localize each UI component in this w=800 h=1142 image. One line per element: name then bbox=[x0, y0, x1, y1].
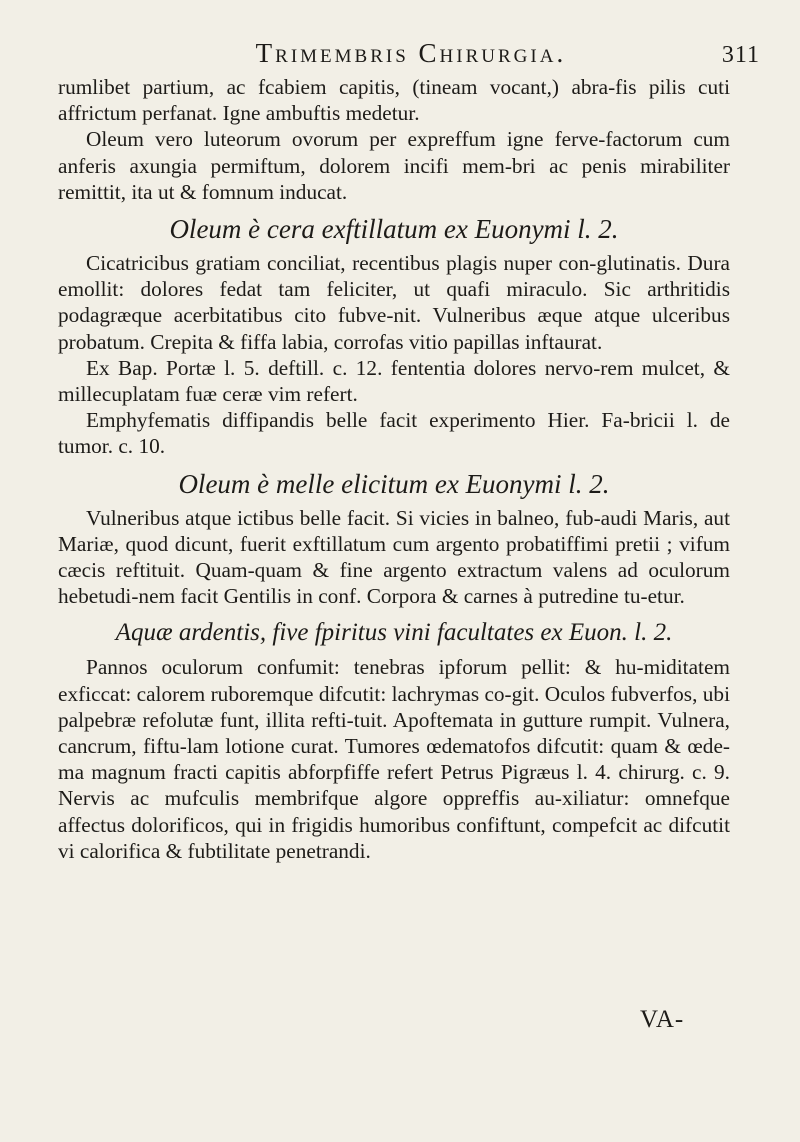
running-head bbox=[40, 38, 760, 69]
running-title: Trimembris Chirurgia. bbox=[255, 38, 567, 68]
catchword: VA- bbox=[640, 1006, 685, 1033]
paragraph: Oleum vero luteorum ovorum per expreffum igne ferve-factorum cum anferis axungia permiftum, dolorem incifi mem-bri ac penis mirabiliter remittit, ita ut & fomnum inducat. bbox=[58, 127, 730, 204]
paragraph: Emphyfematis diffipandis belle facit experimento Hier. Fa-bricii l. de tumor. c. 10. bbox=[58, 408, 730, 459]
section-heading: Oleum è melle elicitum ex Euonymi l. 2. bbox=[178, 468, 610, 499]
paragraph: Cicatricibus gratiam conciliat, recentibus plagis nuper con-glutinatis. Dura emollit: dolores fedat tam feliciter, ut quafi miraculo. Sic arthritidis podagræque acerbitatibus cito fubve-nit. Vulneribus æque atque ulceribus probatum. Crepita & fiffa labia, corrofas vitio papillas inftaurat. bbox=[58, 251, 730, 354]
page-number: 311 bbox=[721, 42, 760, 68]
section-heading: Oleum è cera exftillatum ex Euonymi l. 2. bbox=[169, 214, 619, 245]
paragraph: Ex Bap. Portæ l. 5. deftill. c. 12. fententia dolores nervo-rem mulcet, & millecuplatam fuæ ceræ vim refert. bbox=[58, 355, 730, 407]
paragraph: Pannos oculorum confumit: tenebras ipforum pellit: & hu-miditatem exficcat: calorem ruboremque difcutit: lachrymas co-git. Oculos fubverfos, ubi palpebræ refolutæ funt, illita refti-tuit. Apoftemata in gutture rumpit. Vulnera, cancrum, fiftu-lam lotione curat. Tumores œdematofos difcutit: quam & œde-ma magnum fracti capitis abforpfiffe refert Petrus Pigræus l. 4. chirurg. c. 9. Nervis ac mufculis membrifque algore oppreffis au-xiliatur: omnefque affectus dolorificos, qui in frigidis humoribus confiftunt, compefcit ac difcutit vi calorifica & fubtilitate penetrandi. bbox=[58, 655, 730, 863]
section-heading: Aquæ ardentis, five fpiritus vini facultates ex Euon. l. 2. bbox=[115, 619, 673, 647]
paragraph: Vulneribus atque ictibus belle facit. Si vicies in balneo, fub-audi Maris, aut Mariæ, quod dicunt, fuerit exftillatum cum argento probatiffimi pretii ; vifum cæcis reftituit. Quam-quam & fine argento extractum valens ad oculorum hebetudi-nem facit Gentilis in conf. Corpora & carnes à putredine tu-etur. bbox=[58, 505, 730, 609]
paragraph: rumlibet partium, ac fcabiem capitis, (tineam vocant,) abra-fis pilis cuti affrictum perfanat. Igne ambuftis medetur. bbox=[58, 75, 730, 126]
body-text bbox=[58, 74, 730, 864]
